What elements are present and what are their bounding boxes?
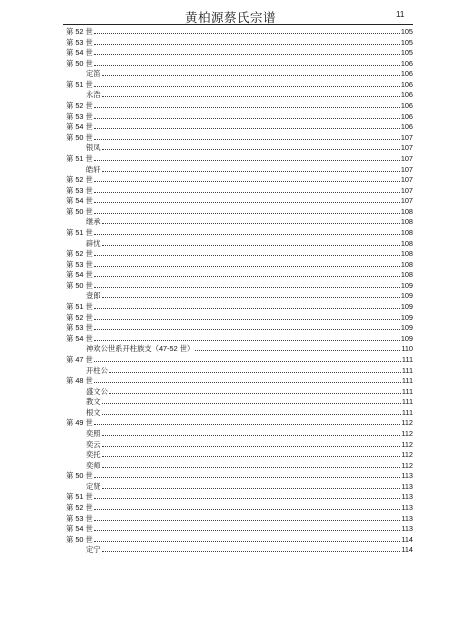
toc-entry[interactable]	[0, 142, 413, 153]
toc-entry-title: 根文	[86, 407, 101, 417]
toc-entry[interactable]	[0, 280, 413, 291]
dot-leader	[102, 142, 400, 150]
toc-entry-title: 第 50 世	[66, 58, 93, 68]
dot-leader	[102, 407, 401, 415]
toc-entry[interactable]	[0, 100, 413, 111]
dot-leader	[94, 26, 400, 34]
toc-entry-page: 112	[401, 418, 413, 428]
toc-entry-page: 114	[401, 534, 413, 544]
toc-entry-page: 107	[400, 153, 413, 163]
dot-leader	[94, 153, 400, 161]
toc-entry-page: 106	[400, 90, 413, 100]
toc-entry-title: 第 50 世	[66, 206, 93, 216]
toc-entry-page: 109	[400, 333, 413, 343]
toc-entry-page: 109	[400, 302, 413, 312]
toc-entry-page: 113	[401, 513, 413, 523]
toc-entry-title: 继承	[86, 217, 101, 227]
toc-entry-page: 111	[401, 407, 413, 417]
toc-entry-page: 109	[400, 291, 413, 301]
toc-entry[interactable]	[0, 185, 413, 196]
toc-entry-title: 第 52 世	[66, 312, 93, 322]
toc-entry-page: 106	[400, 111, 413, 121]
toc-entry-title: 第 51 世	[66, 492, 93, 502]
toc-entry-page: 107	[400, 164, 413, 174]
toc-entry-page: 112	[401, 460, 413, 470]
toc-entry-title: 第 52 世	[66, 503, 93, 513]
toc-entry[interactable]	[0, 121, 413, 132]
dot-leader	[94, 312, 400, 320]
toc-entry[interactable]	[0, 58, 413, 69]
toc-entry-page: 106	[400, 79, 413, 89]
toc-entry[interactable]	[0, 216, 413, 227]
toc-entry-title: 神欢公世系开柱族支（47-52 世）	[86, 344, 195, 354]
toc-entry-title: 第 48 世	[66, 376, 93, 386]
toc-entry[interactable]	[0, 248, 413, 259]
toc-entry[interactable]	[0, 37, 413, 48]
toc-entry[interactable]	[0, 544, 413, 555]
toc-entry[interactable]	[0, 460, 413, 471]
header-rule	[63, 24, 413, 25]
toc-entry-title: 皓轩	[86, 164, 101, 174]
dot-leader	[102, 396, 401, 404]
toc-entry-title: 第 50 世	[66, 280, 93, 290]
toc-entry-page: 112	[401, 428, 413, 438]
toc-entry-title: 奕托	[86, 450, 101, 460]
dot-leader	[94, 195, 400, 203]
toc-entry-page: 112	[401, 439, 413, 449]
dot-leader	[94, 227, 400, 235]
toc-entry-page: 106	[400, 69, 413, 79]
dot-leader	[94, 301, 400, 309]
toc-entry-page: 109	[400, 280, 413, 290]
toc-entry[interactable]	[0, 26, 413, 37]
dot-leader	[94, 470, 401, 478]
toc-entry[interactable]	[0, 227, 413, 238]
toc-entry[interactable]	[0, 523, 413, 534]
toc-entry-title: 第 53 世	[66, 323, 93, 333]
toc-entry[interactable]	[0, 333, 413, 344]
toc-entry-page: 108	[400, 270, 413, 280]
dot-leader	[94, 523, 401, 531]
toc-entry[interactable]	[0, 153, 413, 164]
toc-entry[interactable]	[0, 195, 413, 206]
dot-leader	[94, 333, 400, 341]
toc-entry-title: 第 52 世	[66, 175, 93, 185]
toc-entry-page: 109	[400, 312, 413, 322]
toc-entry-page: 105	[400, 27, 413, 36]
dot-leader	[94, 375, 401, 383]
toc-entry[interactable]	[0, 534, 413, 545]
toc-entry-page: 107	[400, 185, 413, 195]
toc-entry-title: 第 52 世	[66, 101, 93, 111]
toc-entry[interactable]	[0, 174, 413, 185]
dot-leader	[102, 164, 400, 172]
toc-entry-title: 开柱公	[86, 365, 108, 375]
dot-leader	[94, 174, 400, 182]
dot-leader	[94, 206, 400, 214]
toc-entry-page: 111	[401, 365, 413, 375]
toc-entry[interactable]	[0, 502, 413, 513]
page-header-title: 黄柏源蔡氏宗谱	[184, 10, 276, 25]
toc-entry[interactable]	[0, 132, 413, 143]
dot-leader	[94, 269, 400, 277]
page-number: 11	[396, 10, 405, 19]
toc-entry[interactable]	[0, 206, 413, 217]
dot-leader	[94, 58, 400, 66]
toc-entry-page: 110	[401, 344, 413, 354]
toc-entry[interactable]	[0, 365, 413, 376]
dot-leader	[102, 216, 400, 224]
toc-entry-title: 第 51 世	[66, 227, 93, 237]
dot-leader	[94, 37, 400, 45]
toc-entry[interactable]	[0, 68, 413, 79]
toc-entry[interactable]	[0, 470, 413, 481]
dot-leader	[102, 290, 400, 298]
toc-entry-page: 111	[401, 386, 413, 396]
toc-entry[interactable]	[0, 47, 413, 58]
toc-entry[interactable]	[0, 290, 413, 301]
toc-entry-title: 第 53 世	[66, 185, 93, 195]
toc-entry[interactable]	[0, 375, 413, 386]
toc-entry-title: 辟忧	[86, 238, 101, 248]
dot-leader	[94, 322, 400, 330]
toc-entry-title: 定贤	[86, 481, 101, 491]
toc-entry-page: 105	[400, 48, 413, 58]
dot-leader	[102, 428, 401, 436]
toc-entry-title: 第 54 世	[66, 270, 93, 280]
toc-entry-page: 113	[401, 481, 413, 491]
toc-entry-title: 第 51 世	[66, 79, 93, 89]
toc-entry-title: 第 54 世	[66, 122, 93, 132]
toc-entry-page: 114	[401, 545, 413, 555]
toc-entry-title: 第 53 世	[66, 111, 93, 121]
dot-leader	[94, 132, 400, 140]
toc-entry[interactable]	[0, 79, 413, 90]
toc-entry-title: 银凤	[86, 143, 101, 153]
dot-leader	[102, 460, 401, 468]
toc-entry-title: 永浩	[86, 90, 101, 100]
dot-leader	[102, 238, 400, 246]
toc-entry-page: 107	[400, 175, 413, 185]
toc-entry-page: 107	[400, 143, 413, 153]
toc-entry-title: 教文	[86, 397, 101, 407]
toc-entry-title: 第 53 世	[66, 37, 93, 47]
toc-entry-page: 108	[400, 217, 413, 227]
dot-leader	[94, 259, 400, 267]
toc-entry[interactable]	[0, 89, 413, 100]
toc-entry-title: 第 51 世	[66, 302, 93, 312]
toc-entry-page: 112	[401, 450, 413, 460]
dot-leader	[94, 534, 401, 542]
toc-entry-title: 第 49 世	[66, 418, 93, 428]
toc-entry-page: 107	[400, 196, 413, 206]
dot-leader	[102, 544, 401, 552]
toc-entry-title: 定笛	[86, 69, 101, 79]
toc-entry-page: 106	[400, 101, 413, 111]
toc-entry-page: 113	[401, 492, 413, 502]
toc-entry-page: 108	[400, 259, 413, 269]
dot-leader	[102, 68, 400, 76]
dot-leader	[94, 185, 400, 193]
toc-entry[interactable]	[0, 417, 413, 428]
dot-leader	[94, 47, 400, 55]
table-of-contents	[0, 26, 461, 555]
toc-entry-title: 第 54 世	[66, 524, 93, 534]
toc-entry-title: 第 53 世	[66, 259, 93, 269]
toc-entry[interactable]	[0, 386, 413, 397]
dot-leader	[195, 343, 400, 351]
toc-entry[interactable]	[0, 238, 413, 249]
toc-entry-title: 第 54 世	[66, 48, 93, 58]
dot-leader	[94, 100, 400, 108]
toc-entry[interactable]	[0, 164, 413, 175]
toc-entry-page: 106	[400, 58, 413, 68]
toc-entry-title: 奕云	[86, 439, 101, 449]
toc-entry-page: 108	[400, 227, 413, 237]
toc-entry-page: 113	[401, 471, 413, 481]
toc-entry-page: 113	[401, 524, 413, 534]
dot-leader	[102, 439, 401, 447]
dot-leader	[109, 386, 401, 394]
dot-leader	[94, 79, 400, 87]
toc-entry[interactable]	[0, 301, 413, 312]
toc-entry[interactable]	[0, 111, 413, 122]
toc-entry-title: 第 51 世	[66, 153, 93, 163]
dot-leader	[94, 121, 400, 129]
toc-entry[interactable]	[0, 343, 413, 354]
toc-entry-page: 111	[401, 376, 413, 386]
toc-entry[interactable]	[0, 269, 413, 280]
toc-entry-title: 第 50 世	[66, 132, 93, 142]
dot-leader	[94, 417, 401, 425]
toc-entry-title: 奕照	[86, 428, 101, 438]
toc-entry-page: 106	[400, 122, 413, 132]
toc-entry-title: 奕师	[86, 460, 101, 470]
toc-entry[interactable]	[0, 354, 413, 365]
dot-leader	[94, 354, 401, 362]
toc-entry[interactable]	[0, 481, 413, 492]
dot-leader	[102, 89, 400, 97]
toc-entry[interactable]	[0, 439, 413, 450]
dot-leader	[109, 365, 401, 373]
toc-entry[interactable]	[0, 407, 413, 418]
toc-entry[interactable]	[0, 259, 413, 270]
toc-entry-title: 第 54 世	[66, 196, 93, 206]
dot-leader	[94, 502, 401, 510]
toc-entry[interactable]	[0, 312, 413, 323]
toc-entry-page: 113	[401, 503, 413, 513]
toc-entry-title: 壹郎	[86, 291, 101, 301]
toc-entry[interactable]	[0, 491, 413, 502]
toc-entry-title: 第 47 世	[66, 354, 93, 364]
toc-entry-title: 第 53 世	[66, 513, 93, 523]
toc-entry-page: 108	[400, 206, 413, 216]
toc-entry[interactable]	[0, 396, 413, 407]
toc-entry-page: 108	[400, 249, 413, 259]
toc-entry[interactable]	[0, 428, 413, 439]
toc-entry-title: 第 52 世	[66, 249, 93, 259]
toc-entry-title: 定宁	[86, 545, 101, 555]
toc-entry-title: 盛文公	[86, 386, 108, 396]
toc-entry-title: 第 52 世	[66, 27, 93, 36]
dot-leader	[102, 481, 401, 489]
toc-entry-page: 105	[400, 37, 413, 47]
toc-entry[interactable]	[0, 449, 413, 460]
toc-entry-title: 第 54 世	[66, 333, 93, 343]
toc-entry-page: 111	[401, 397, 413, 407]
dot-leader	[102, 449, 401, 457]
toc-entry-page: 107	[400, 132, 413, 142]
toc-entry-title: 第 50 世	[66, 471, 93, 481]
dot-leader	[94, 280, 400, 288]
toc-entry[interactable]	[0, 513, 413, 524]
dot-leader	[94, 248, 400, 256]
toc-entry-page: 109	[400, 323, 413, 333]
toc-entry-page: 108	[400, 238, 413, 248]
toc-entry[interactable]	[0, 322, 413, 333]
dot-leader	[94, 491, 401, 499]
toc-entry-page: 111	[401, 354, 413, 364]
toc-entry-title: 第 50 世	[66, 534, 93, 544]
dot-leader	[94, 111, 400, 119]
dot-leader	[94, 513, 401, 521]
